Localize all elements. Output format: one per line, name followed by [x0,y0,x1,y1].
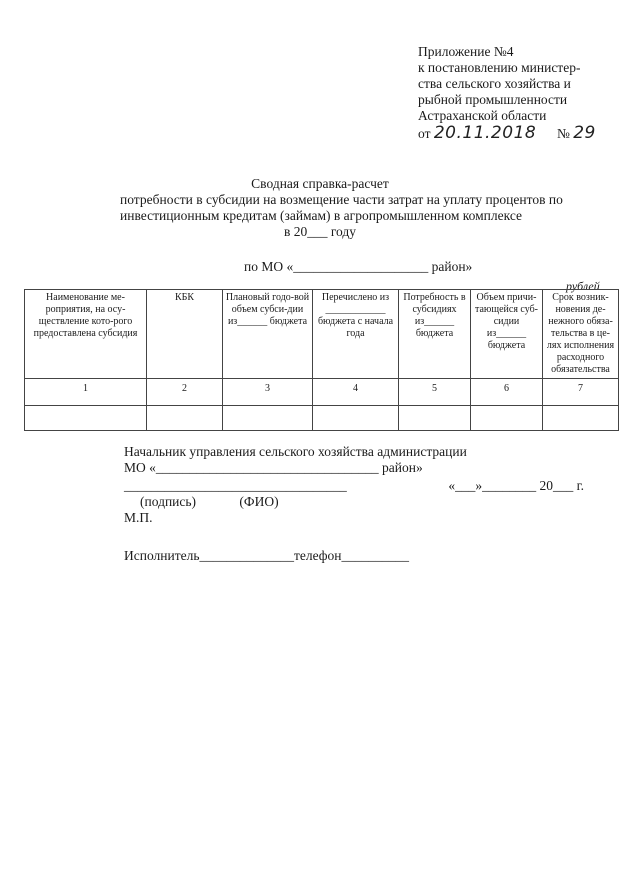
table-cell: 5 [399,379,471,406]
table-cell [543,406,619,431]
stamp-label: М.П. [124,510,153,525]
appendix-line: к постановлению министер- [418,60,581,75]
appendix-line: рыбной промышленности [418,92,568,107]
sign-label: (подпись) [140,494,197,509]
appendix-line: Приложение №4 [418,44,514,59]
table-cell: 7 [543,379,619,406]
table-row [25,406,619,431]
date-prefix: от [418,126,431,141]
table-cell [25,406,147,431]
document-title [120,176,563,240]
table-header-row [25,290,619,379]
table-cell [223,406,313,431]
table-header-cell: Перечислено из ____________ бюджета с начала года [313,290,399,379]
table-header-cell: Наименование ме-роприятия, на осу-ществление кото-рого предоставлена субсидия [25,290,147,379]
title-line: Сводная справка-расчет [251,176,389,191]
units-label: рублей [566,279,600,293]
handwritten-date: 20.11.2018 [433,123,537,143]
table-cell: 6 [471,379,543,406]
title-line: в 20___ году [283,224,357,239]
decree-date-number [418,125,628,142]
municipality-line: по МО «____________________ район» [244,259,473,274]
table-header-cell: Плановый годо-вой объем субси-дии из______ бюджета [223,290,313,379]
appendix-block [418,44,628,142]
table-number-row [25,379,619,406]
date-line: «___»________ 20___ г. [448,478,584,493]
title-line: потребности в субсидии на возмещение части затрат на уплату процентов по [120,192,563,207]
table-cell [147,406,223,431]
sign-line: _________________________________ [124,478,347,493]
handwritten-number: 29 [573,123,596,143]
table-cell [313,406,399,431]
number-prefix: № [556,126,570,141]
table-cell: 2 [147,379,223,406]
calculation-table [24,289,619,431]
table-cell [471,406,543,431]
signature-block [124,444,584,564]
executor-line: Исполнитель______________телефон__________ [124,548,410,563]
head-title-line: Начальник управления сельского хозяйства администрации [124,444,467,459]
table-cell: 4 [313,379,399,406]
sign-date-row [124,478,584,494]
appendix-line: ства сельского хозяйства и [418,76,571,91]
table-cell [399,406,471,431]
table-cell: 1 [25,379,147,406]
fio-label: (ФИО) [239,494,279,509]
table-cell: 3 [223,379,313,406]
table-header-cell: КБК [147,290,223,379]
table-header-cell: Срок возник-новения де-нежного обяза-тельства в це-лях исполнения расходного обязательства [543,290,619,379]
table-header-cell: Потребность в субсидиях из______ бюджета [399,290,471,379]
appendix-line: Астраханской области [418,108,547,123]
sign-labels [124,494,584,510]
title-line: инвестиционным кредитам (займам) в агропромышленном комплексе [120,208,522,223]
municipality-signature-line: МО «_________________________________ район» [124,460,423,475]
table-header-cell: Объем причи-тающейся суб-сидии из______ бюджета [471,290,543,379]
